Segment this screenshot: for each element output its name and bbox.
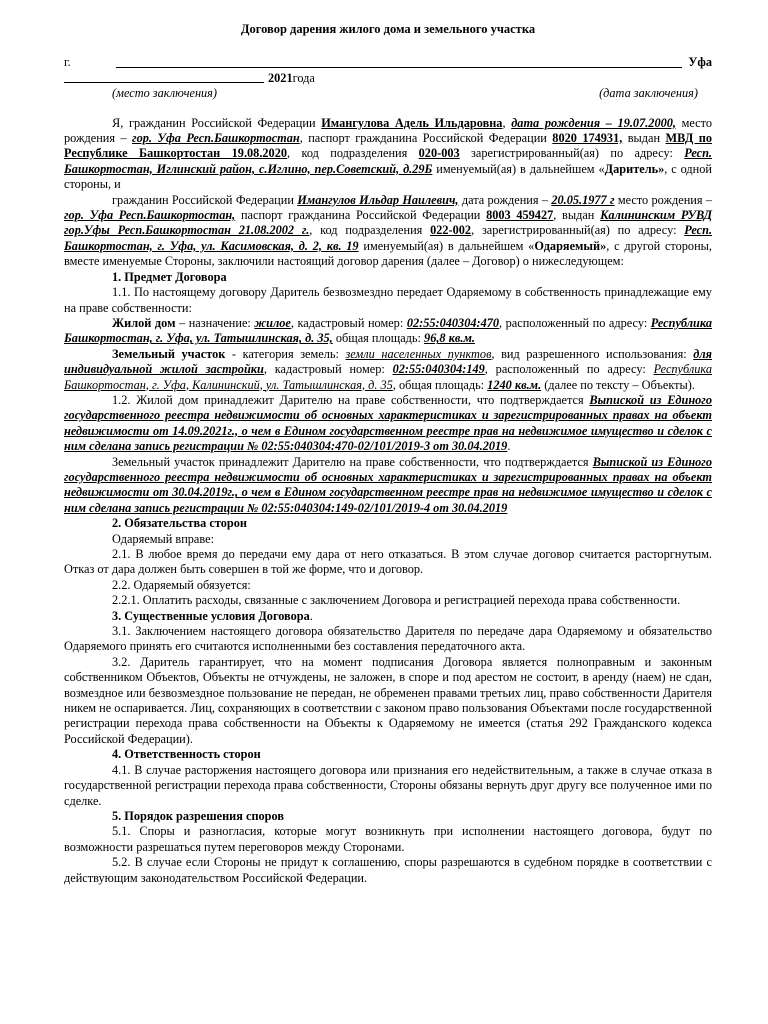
clause-2-2-1: 2.2.1. Оплатить расходы, связанные с заключением Договора и регистрацией перехода права собственности. — [112, 593, 681, 608]
section-5-heading: 5. Порядок разрешения споров — [112, 808, 285, 823]
land-address: Республика Башкортостан, г. Уфа, Калининский, ул. Татышлинская, д. 35 — [64, 362, 712, 392]
text: зарегистрированный(ая) по адресу: — [459, 146, 685, 161]
clause-1-1: 1.1. По настоящему договору Даритель безвозмездно передает Одаряемому в собственность принадлежащие ему на праве собственности: — [64, 285, 712, 315]
text: – назначение: — [175, 315, 255, 330]
text: именуемый(ая) в дальнейшем « — [358, 238, 535, 253]
year-suffix: года — [292, 70, 315, 85]
donor-role: Даритель» — [604, 161, 665, 176]
text: 1.2. Жилой дом принадлежит Дарителю на праве собственности, что подтверждается — [112, 392, 590, 407]
section-1-heading: 1. Предмет Договора — [112, 269, 227, 284]
house-paragraph — [64, 316, 712, 347]
house-title-document: Выпиской из Единого государственного реестра недвижимости об основных характеристиках и зарегистрированных правах на объект недвижимости от 14.09.2021г., о чем в Едином государственном реестре прав на недвижимое имущество и сделок с ним сделана запись регистрации № 02:55:040304:470-02/101/2019-3 от 30.04.2019 — [64, 392, 712, 454]
donor-passport: 8020 174931, — [552, 131, 623, 146]
donee-address: Респ. Башкортостан, г. Уфа, ул. Касимовская, д. 2, кв. 19 — [64, 223, 713, 253]
text: , кадастровый номер: — [290, 315, 407, 330]
text: , общая площадь: — [392, 377, 488, 392]
text: , с одной стороны, и — [64, 161, 712, 192]
text: дата рождения – — [458, 192, 552, 207]
clause-5-2: 5.2. В случае если Стороны не придут к соглашению, споры разрешаются в судебном порядке в соответствии с действующим законодательством Российской Федерации. — [64, 855, 712, 885]
text: , кадастровый номер: — [263, 362, 393, 377]
donor-birthplace: гор. Уфа Респ.Башкортостан — [132, 131, 300, 146]
clause-3-2: 3.2. Даритель гарантирует, что на момент подписания Договора является полноправным и законным собственником Объектов, Объекты не отчуждены, не заложен, в споре и под арестом не состоит, в аренду (наем) не сдан, возмездное или безвозмездное пользование не передан, не обременен правами третьих лиц, право собственности Дарителя никем не оспаривается. Лиц, сохраняющих в соответствии с законом право пользования Объектами после государственной регистрации перехода права собственности на Объекты к Одаряемому не имеется (статья 292 Гражданского кодекса Российской Федерации). — [64, 654, 712, 746]
place-line — [64, 55, 712, 70]
clause-1-2-land — [64, 455, 712, 517]
text: , расположенный по адресу: — [499, 315, 651, 330]
text: , расположенный по адресу: — [484, 362, 654, 377]
donee-passport-issuer: Калининским РУВД гор.Уфы Респ.Башкортостан 21.08.2002 г. — [64, 208, 712, 238]
text: Земельный участок принадлежит Дарителю на праве собственности, что подтверждается — [112, 454, 593, 469]
text: , вид разрешенного использования: — [491, 346, 694, 361]
donee-code: 022-002 — [430, 223, 472, 238]
place-caption: (место заключения) — [112, 86, 217, 101]
document-title: Договор дарения жилого дома и земельного участка — [240, 22, 536, 36]
donor-dob: дата рождения – 19.07.2000, — [511, 115, 676, 130]
date-caption: (дата заключения) — [599, 86, 698, 101]
city-name: Уфа — [688, 55, 712, 70]
text: выдан — [622, 131, 666, 146]
section-2-heading: 2. Обязательства сторон — [112, 516, 247, 531]
land-area: 1240 кв.м. — [487, 377, 542, 392]
clause-2-2: 2.2. Одаряемый обязуется: — [112, 577, 251, 592]
heading-text: 3. Существенные условия Договора — [112, 608, 310, 623]
house-purpose: жилое — [254, 315, 291, 330]
house-label: Жилой дом — [112, 315, 176, 330]
donee-paragraph — [64, 193, 712, 270]
text: - категория земель: — [225, 346, 346, 361]
land-title-document: Выпиской из Единого государственного реестра недвижимости об основных характеристиках и зарегистрированных правах на объект недвижимости от 30.04.2019г., о чем в Едином государственном реестре прав на недвижимое имущество и сделок с ним сделана запись регистрации № 02:55:040304:149-02/101/2019-4 от 30.04.2019 — [64, 454, 712, 515]
land-use: для индивидуальной жилой застройки — [64, 346, 712, 377]
donor-passport-issuer: МВД по Республике Башкортостан 19.08.2020 — [64, 131, 712, 161]
city-prefix: г. — [64, 55, 71, 70]
text: гражданин Российской Федерации — [112, 192, 298, 207]
text: , с другой стороны, вместе именуемые Стороны, заключили настоящий договор дарения (далее – Договор) о нижеследующем: — [64, 238, 712, 269]
land-cadastre: 02:55:040304:149 — [392, 362, 485, 377]
section-4-heading: 4. Ответственность сторон — [112, 747, 261, 762]
text: место рождения – — [64, 115, 712, 146]
donee-passport: 8003 459427 — [486, 208, 554, 223]
text: . — [507, 439, 511, 454]
clause-3-1: 3.1. Заключением настоящего договора обязательство Дарителя по передаче дара Одаряемому и обязательство Одаряемого принять его считаются исполненными без составления передаточного акта. — [64, 624, 712, 654]
land-label: Земельный участок — [112, 346, 226, 361]
text: , выдан — [553, 208, 601, 223]
house-cadastre: 02:55:040304:470 — [406, 315, 500, 330]
clause-2-intro: Одаряемый вправе: — [112, 531, 214, 546]
donor-code: 020-003 — [418, 146, 460, 161]
place-underline — [116, 67, 682, 68]
text: , — [502, 115, 512, 130]
text: паспорт гражданина Российской Федерации — [235, 208, 487, 223]
text: , код подразделения — [287, 146, 419, 161]
text: Я, гражданин Российской Федерации — [112, 115, 322, 130]
text: , паспорт гражданина Российской Федерации — [299, 131, 553, 146]
text: именуемый(ая) в дальнейшем « — [432, 161, 605, 176]
text: (далее по тексту – Объекты). — [541, 377, 695, 392]
land-category: земли населенных пунктов — [345, 346, 492, 361]
clause-4-1: 4.1. В случае расторжения настоящего договора или признания его недействительным, а также в случае отказа в государственной регистрации перехода права собственности, Стороны обязаны вернуть друг другу все полученное ими по сделке. — [64, 762, 712, 808]
house-address: Республика Башкортостан, г. Уфа, ул. Татышлинская, д. 35, — [64, 315, 712, 346]
heading-dot: . — [309, 608, 313, 623]
text: , код подразделения — [309, 223, 431, 238]
date-line — [64, 71, 712, 86]
donor-name: Имангулова Адель Ильдаровна — [321, 115, 503, 130]
clause-1-2 — [64, 393, 712, 455]
section-3-heading — [64, 609, 712, 624]
land-paragraph — [64, 347, 712, 393]
text: общая площадь: — [332, 331, 425, 346]
donor-address: Респ. Башкортостан, Иглинский район, с.Иглино, пер.Советский, д.29Б — [64, 146, 712, 176]
text: место рождения – — [614, 192, 713, 207]
text: , зарегистрированный(ая) по адресу: — [471, 223, 685, 238]
house-area: 96,8 кв.м. — [424, 331, 475, 346]
contract-year: 2021 — [268, 70, 293, 85]
donee-name: Имангулов Ильдар Наилевич, — [297, 192, 459, 207]
donee-birthplace: гор. Уфа Респ.Башкортостан, — [64, 208, 236, 223]
date-underline — [64, 82, 264, 83]
clause-2-1: 2.1. В любое время до передачи ему дара от него отказаться. В этом случае договор считается расторгнутым. Отказ от дара должен быть совершен в той же форме, что и договор. — [64, 547, 712, 577]
donee-dob: 20.05.1977 г — [551, 192, 615, 207]
clause-5-1: 5.1. Споры и разногласия, которые могут возникнуть при исполнении настоящего договора, будут по возможности разрешаться путем переговоров между Сторонами. — [64, 824, 712, 854]
donee-role: Одаряемый» — [534, 238, 607, 253]
donor-paragraph — [64, 116, 712, 193]
header-captions — [64, 86, 712, 101]
